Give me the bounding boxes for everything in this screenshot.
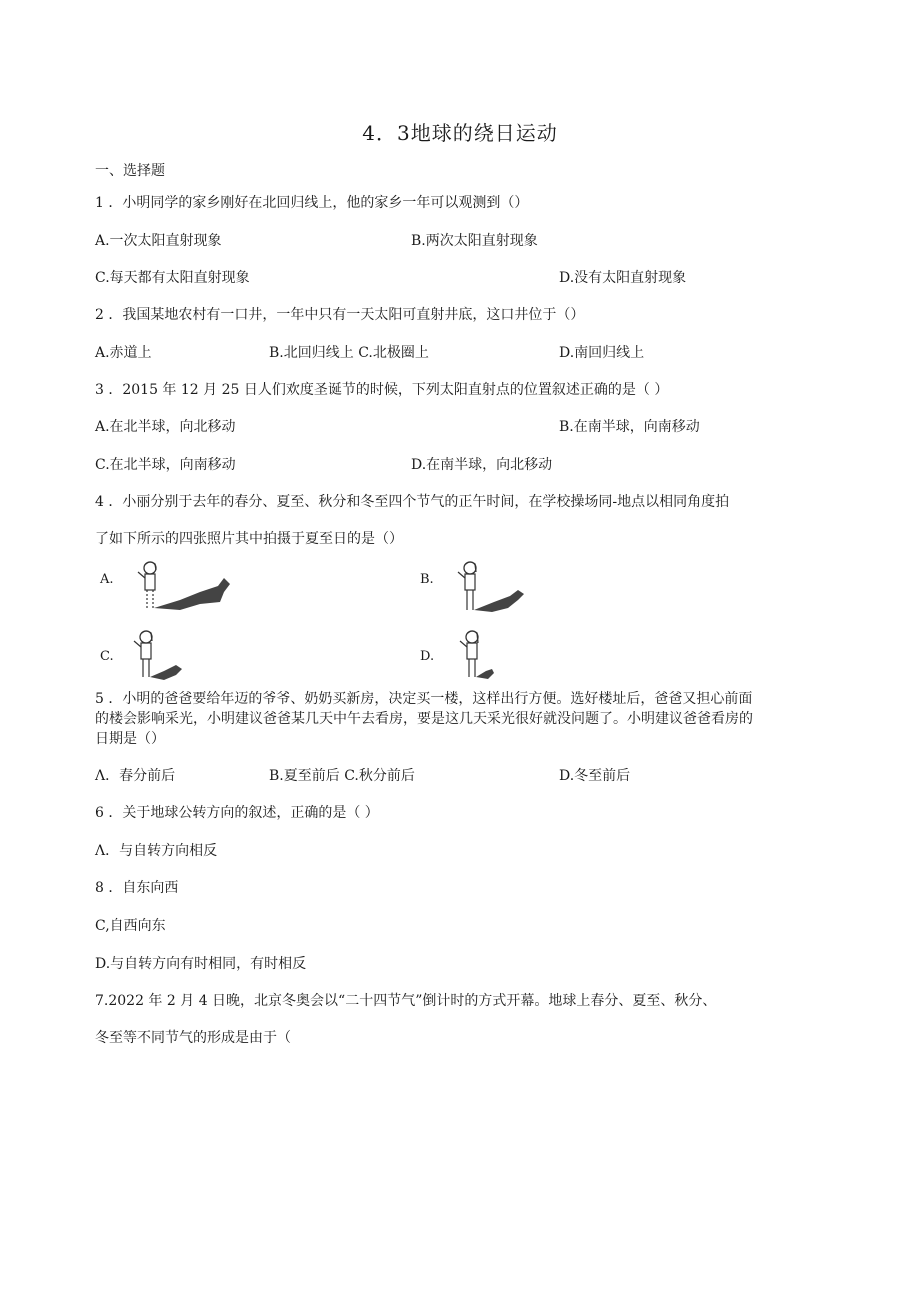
photo-option-d (420, 625, 550, 685)
q5-stem-line2: 的楼会影响采光，小明建议爸爸某几天中午去看房，要是这几天采光很好就没问题了。小明建议爸爸看房的 (95, 711, 753, 727)
q6-option-b: 8 ．自东向西 (95, 880, 179, 896)
q6-option-a: Λ．与自转方向相反 (95, 843, 218, 859)
person-shadow-long-figure (120, 558, 250, 618)
photo-c-label: C. (100, 649, 114, 664)
q5-option-a: Λ．春分前后 (95, 768, 176, 784)
q2-option-d: D.南回归线上 (559, 345, 645, 361)
q3-option-a: A.在北半球，向北移动 (95, 419, 236, 435)
photo-a-label: A. (100, 572, 114, 587)
q7-stem-line2: 冬至等不同节气的形成是由于（ (95, 1030, 291, 1046)
q1-stem: 1 ．小明同学的家乡刚好在北回归线上，他的家乡一年可以观测到（） (95, 195, 529, 211)
q1-option-b: B.两次太阳直射现象 (411, 233, 538, 249)
q4-stem-line2: 了如下所示的四张照片其中拍摄于夏至日的是（） (95, 531, 403, 547)
q3-option-d: D.在南半球，向北移动 (411, 457, 553, 473)
q7-stem-line1: 7.2022 年 2 月 4 日晚，北京冬奥会以“二十四节气”倒计时的方式开幕。地球上春分、夏至、秋分、 (95, 993, 717, 1009)
q2-option-bc: B.北回归线上 C.北极圈上 (269, 345, 429, 361)
q2-option-a: A.赤道上 (95, 345, 152, 361)
photo-option-a (100, 558, 250, 618)
photo-option-c (100, 625, 230, 685)
q5-option-d: D.冬至前后 (559, 768, 631, 784)
person-shadow-short-figure (118, 625, 228, 685)
photo-b-label: B. (420, 572, 434, 587)
q1-option-d: D.没有太阳直射现象 (559, 270, 687, 286)
q3-stem: 3 ．2015 年 12 月 25 日人们欢度圣诞节的时候，下列太阳直射点的位置叙述正确的是（ ） (95, 382, 669, 398)
q1-option-c: C.每天都有太阳直射现象 (95, 270, 250, 286)
person-shadow-medium-figure (438, 558, 548, 618)
q3-option-b: B.在南半球，向南移动 (559, 419, 700, 435)
q5-option-bc: B.夏至前后 C.秋分前后 (269, 768, 415, 784)
q5-stem-line3: 日期是（） (95, 731, 165, 747)
q1-option-a: A.一次太阳直射现象 (95, 233, 222, 249)
q6-option-d: D.与自转方向有时相同，有时相反 (95, 956, 307, 972)
q4-stem-line1: 4 ．小丽分别于去年的春分、夏至、秋分和冬至四个节气的正午时间，在学校操场同-地点以相同角度拍 (95, 494, 730, 510)
photo-option-b (420, 558, 550, 618)
section-heading: 一、选择题 (95, 163, 165, 179)
q2-stem: 2 ．我国某地农村有一口井，一年中只有一天太阳可直射井底，这口井位于（） (95, 307, 585, 323)
q3-option-c: C.在北半球，向南移动 (95, 457, 236, 473)
page-title: 4．3地球的绕日运动 (362, 121, 558, 145)
q6-option-c: C,自西向东 (95, 918, 166, 934)
photo-d-label: D. (420, 649, 435, 664)
q6-stem: 6 ．关于地球公转方向的叙述，正确的是（ ） (95, 805, 379, 821)
person-shadow-shortest-figure (438, 625, 548, 685)
q5-stem-line1: 5 ．小明的爸爸要给年迈的爷爷、奶奶买新房，决定买一楼，这样出行方便。选好楼址后，爸爸又担心前面 (95, 691, 753, 707)
